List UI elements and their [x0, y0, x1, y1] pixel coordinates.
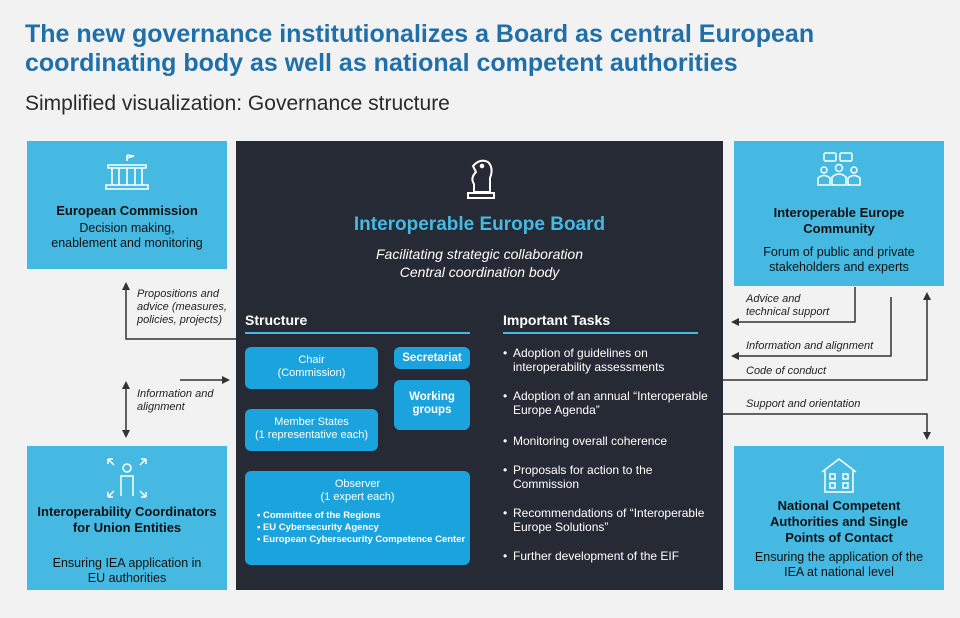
task-bullet: • — [503, 506, 508, 520]
observer-item: • Committee of the Regions — [257, 510, 381, 521]
member-states-box — [245, 409, 378, 451]
task-bullet: • — [503, 463, 508, 477]
chair-box — [245, 347, 378, 389]
task-item: Proposals for action to the Commission — [513, 463, 653, 491]
task-bullet: • — [503, 434, 508, 448]
observer-sub: (1 expert each) — [320, 491, 395, 503]
working-groups-box — [394, 380, 470, 430]
structure-underline — [245, 332, 470, 334]
iea-community-box — [734, 141, 944, 286]
community-people-icon — [814, 151, 864, 193]
task-bullet: • — [503, 549, 508, 563]
tasks-underline — [503, 332, 698, 334]
observer-item: • European Cybersecurity Competence Center — [257, 534, 466, 545]
task-bullet: • — [503, 389, 508, 403]
national-authorities-desc: Ensuring the application of the IEA at national level — [754, 550, 924, 579]
task-item: Further development of the EIF — [513, 549, 680, 563]
national-authorities-name: National Competent Authorities and Single Points of Contact — [770, 498, 908, 545]
support-arrow — [723, 414, 927, 438]
board-name: Interoperable Europe Board — [353, 214, 606, 235]
european-commission-desc: Decision making, enablement and monitoring — [51, 221, 203, 250]
coordinators-box — [27, 446, 227, 590]
european-commission-box — [27, 141, 227, 269]
task-item: Adoption of an annual “Interoperable Europe Agenda” — [513, 389, 708, 417]
propositions-label: Propositions and advice (measures, policies, projects) — [137, 288, 227, 326]
info-left-label: Information and alignment — [137, 388, 214, 413]
chair-title: Chair — [298, 354, 325, 366]
coordinators-name: Interoperability Coordinators for Union Entities — [37, 504, 217, 535]
task-bullet: • — [503, 346, 508, 360]
observer-box — [245, 471, 470, 565]
member-states-title: Member States — [274, 416, 349, 428]
support-label: Support and orientation — [746, 398, 861, 410]
iea-community-desc: Forum of public and private stakeholders and experts — [763, 245, 915, 274]
person-arrows-icon — [105, 456, 149, 500]
task-item: Adoption of guidelines on interoperability assessments — [513, 346, 665, 374]
tasks-heading: Important Tasks — [503, 312, 611, 328]
observer-item: • EU Cybersecurity Agency — [257, 522, 379, 533]
task-item: Recommendations of “Interoperable Europe Solutions” — [513, 506, 705, 534]
board-tagline-1: Facilitating strategic collaboration — [376, 246, 583, 262]
iea-community-name: Interoperable Europe Community — [773, 205, 905, 236]
observer-title: Observer — [334, 478, 381, 490]
secretariat-box: Secretariat — [394, 347, 470, 369]
parliament-building-icon — [102, 153, 152, 193]
chess-knight-icon — [460, 152, 500, 202]
page-subtitle: Simplified visualization: Governance structure — [25, 92, 450, 115]
european-commission-name: European Commission — [56, 203, 198, 218]
national-authorities-box — [734, 446, 944, 590]
advice-label: Advice and technical support — [746, 293, 830, 318]
page-title: The new governance institutionalizes a Board as central European coordinating body as well as national competent authorities — [25, 20, 815, 77]
house-icon — [819, 456, 859, 496]
working-groups-label: Working groups — [409, 391, 455, 416]
code-of-conduct-label: Code of conduct — [746, 365, 827, 377]
member-states-sub: (1 representative each) — [254, 429, 369, 441]
info-right-label: Information and alignment — [746, 340, 874, 352]
board-tagline-2: Central coordination body — [399, 264, 560, 280]
chair-sub: (Commission) — [277, 367, 346, 379]
coordinators-desc: Ensuring IEA application in EU authorities — [52, 556, 202, 585]
task-item: Monitoring overall coherence — [513, 434, 668, 448]
structure-heading: Structure — [245, 312, 308, 328]
